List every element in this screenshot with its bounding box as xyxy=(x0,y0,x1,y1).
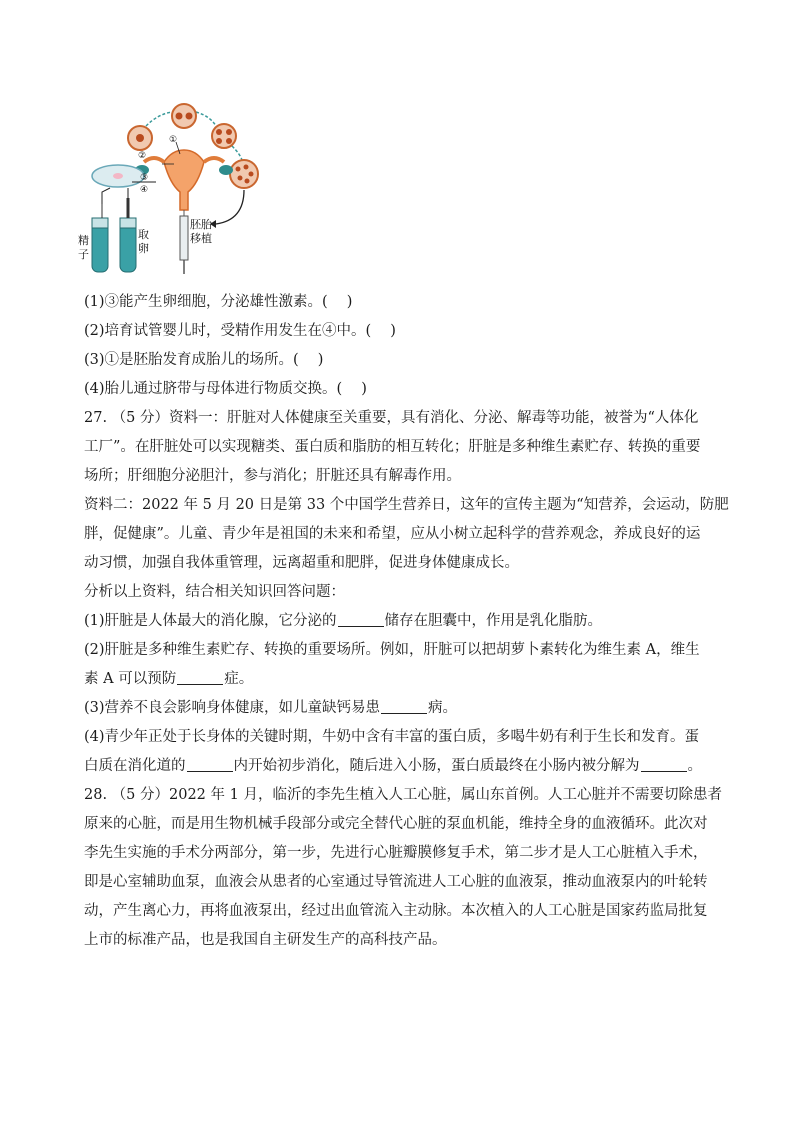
q27-sub-2: (2)肝脏是多种维生素贮存、转换的重要场所。例如，肝脏可以把胡萝卜素转化为维生素 A，维生 xyxy=(84,642,700,658)
q28-line: 上市的标准产品，也是我国自主研发生产的高科技产品。 xyxy=(84,932,447,948)
q27-material2-line: 动习惯，加强自我体重管理，远离超重和肥胖，促进身体健康成长。 xyxy=(84,555,519,571)
label-4: ④ xyxy=(140,185,149,195)
four-cell-embryo xyxy=(212,124,236,148)
ovary-right xyxy=(219,165,233,175)
egg-tube xyxy=(120,222,136,272)
q27-intro-line: 场所；肝细胞分泌胆汁，参与消化；肝脏还具有解毒作用。 xyxy=(84,468,461,484)
label-egg: 取 xyxy=(138,228,149,241)
q28-line: 28. （5 分）2022 年 1 月，临沂的李先生植入人工心脏，属山东首例。人工心脏并不需要切除患者 xyxy=(84,787,722,803)
q27-sub-4: (4)青少年正处于长身体的关键时期，牛奶中含有丰富的蛋白质，多喝牛奶有利于生长和发育。蛋 xyxy=(84,729,700,745)
q28-line: 动，产生离心力，再将血液泵出，经过出血管流入主动脉。本次植入的人工心脏是国家药监局批复 xyxy=(84,903,708,919)
q27-sub-3: (3)营养不良会影响身体健康，如儿童缺钙易患 病。 xyxy=(84,700,458,716)
uterus xyxy=(164,150,204,210)
sperm-tube xyxy=(92,222,108,272)
label-embryo-transfer: 胚胎 xyxy=(190,218,212,231)
ivf-diagram-svg xyxy=(72,92,272,282)
label-sperm: 精 xyxy=(78,234,89,247)
q26-statement-4: (4)胎儿通过脐带与母体进行物质交换。( ) xyxy=(84,381,367,397)
answer-blank[interactable] xyxy=(641,757,687,772)
syringe xyxy=(180,216,188,260)
svg-text:移植: 移植 xyxy=(190,232,212,245)
answer-blank[interactable] xyxy=(177,670,223,685)
oviduct-left xyxy=(144,158,164,162)
cycle-arrow xyxy=(196,112,216,126)
q27-material2-line: 资料二：2022 年 5 月 20 日是第 33 个中国学生营养日，这年的宣传主题为“知营养，会运动，防肥 xyxy=(84,497,729,513)
answer-blank[interactable] xyxy=(381,699,427,714)
cycle-arrow xyxy=(232,146,242,160)
answer-blank[interactable] xyxy=(187,757,233,772)
q26-statement-1: (1)③能产生卵细胞，分泌雄性激素。( ) xyxy=(84,294,353,310)
cell-nucleus xyxy=(136,134,144,142)
egg-in-dish xyxy=(113,173,123,179)
q27-material2-line: 胖，促健康”。儿童、青少年是祖国的未来和希望，应从小树立起科学的营养观念，养成良好的运 xyxy=(84,526,701,542)
q28-line: 李先生实施的手术分两部分，第一步，先进行心脏瓣膜修复手术，第二步才是人工心脏植入手术， xyxy=(84,845,708,861)
ivf-diagram xyxy=(72,92,272,282)
q27-intro-line: 工厂”。在肝脏处可以实现糖类、蛋白质和脂肪的相互转化；肝脏是多种维生素贮存、转换的重要 xyxy=(84,439,701,455)
svg-text:卵: 卵 xyxy=(138,242,149,255)
q27-intro-line: 27. （5 分）资料一：肝脏对人体健康至关重要，具有消化、分泌、解毒等功能，被誉为“人体化 xyxy=(84,410,699,426)
blastocyst xyxy=(230,160,258,188)
q28-line: 即是心室辅助血泵，血液会从患者的心室通过导管流进人工心脏的血液泵，推动血液泵内的叶轮转 xyxy=(84,874,708,890)
cycle-arrow xyxy=(146,112,172,126)
q27-sub-1: (1)肝脏是人体最大的消化腺，它分泌的 储存在胆囊中，作用是乳化脂肪。 xyxy=(84,613,603,629)
label-1: ① xyxy=(169,135,178,145)
q27-sub-2-cont: 素 A 可以预防 症。 xyxy=(84,671,254,687)
transfer-arrow xyxy=(216,190,244,224)
q27-sub-4-cont: 白质在消化道的 内开始初步消化，随后进入小肠，蛋白质最终在小肠内被分解为 。 xyxy=(84,758,702,774)
q26-statement-3: (3)①是胚胎发育成胎儿的场所。( ) xyxy=(84,352,324,368)
q28-line: 原来的心脏，而是用生物机械手段部分或完全替代心脏的泵血机能，维持全身的血液循环。此次对 xyxy=(84,816,708,832)
label-2: ② xyxy=(138,151,147,161)
q27-prompt: 分析以上资料，结合相关知识回答问题： xyxy=(84,584,345,600)
oviduct-right xyxy=(204,158,224,162)
svg-text:子: 子 xyxy=(78,248,89,261)
label-3: ③ xyxy=(140,173,149,183)
answer-blank[interactable] xyxy=(338,612,384,627)
question-content xyxy=(84,288,729,955)
q26-statement-2: (2)培育试管婴儿时，受精作用发生在④中。( ) xyxy=(84,323,396,339)
